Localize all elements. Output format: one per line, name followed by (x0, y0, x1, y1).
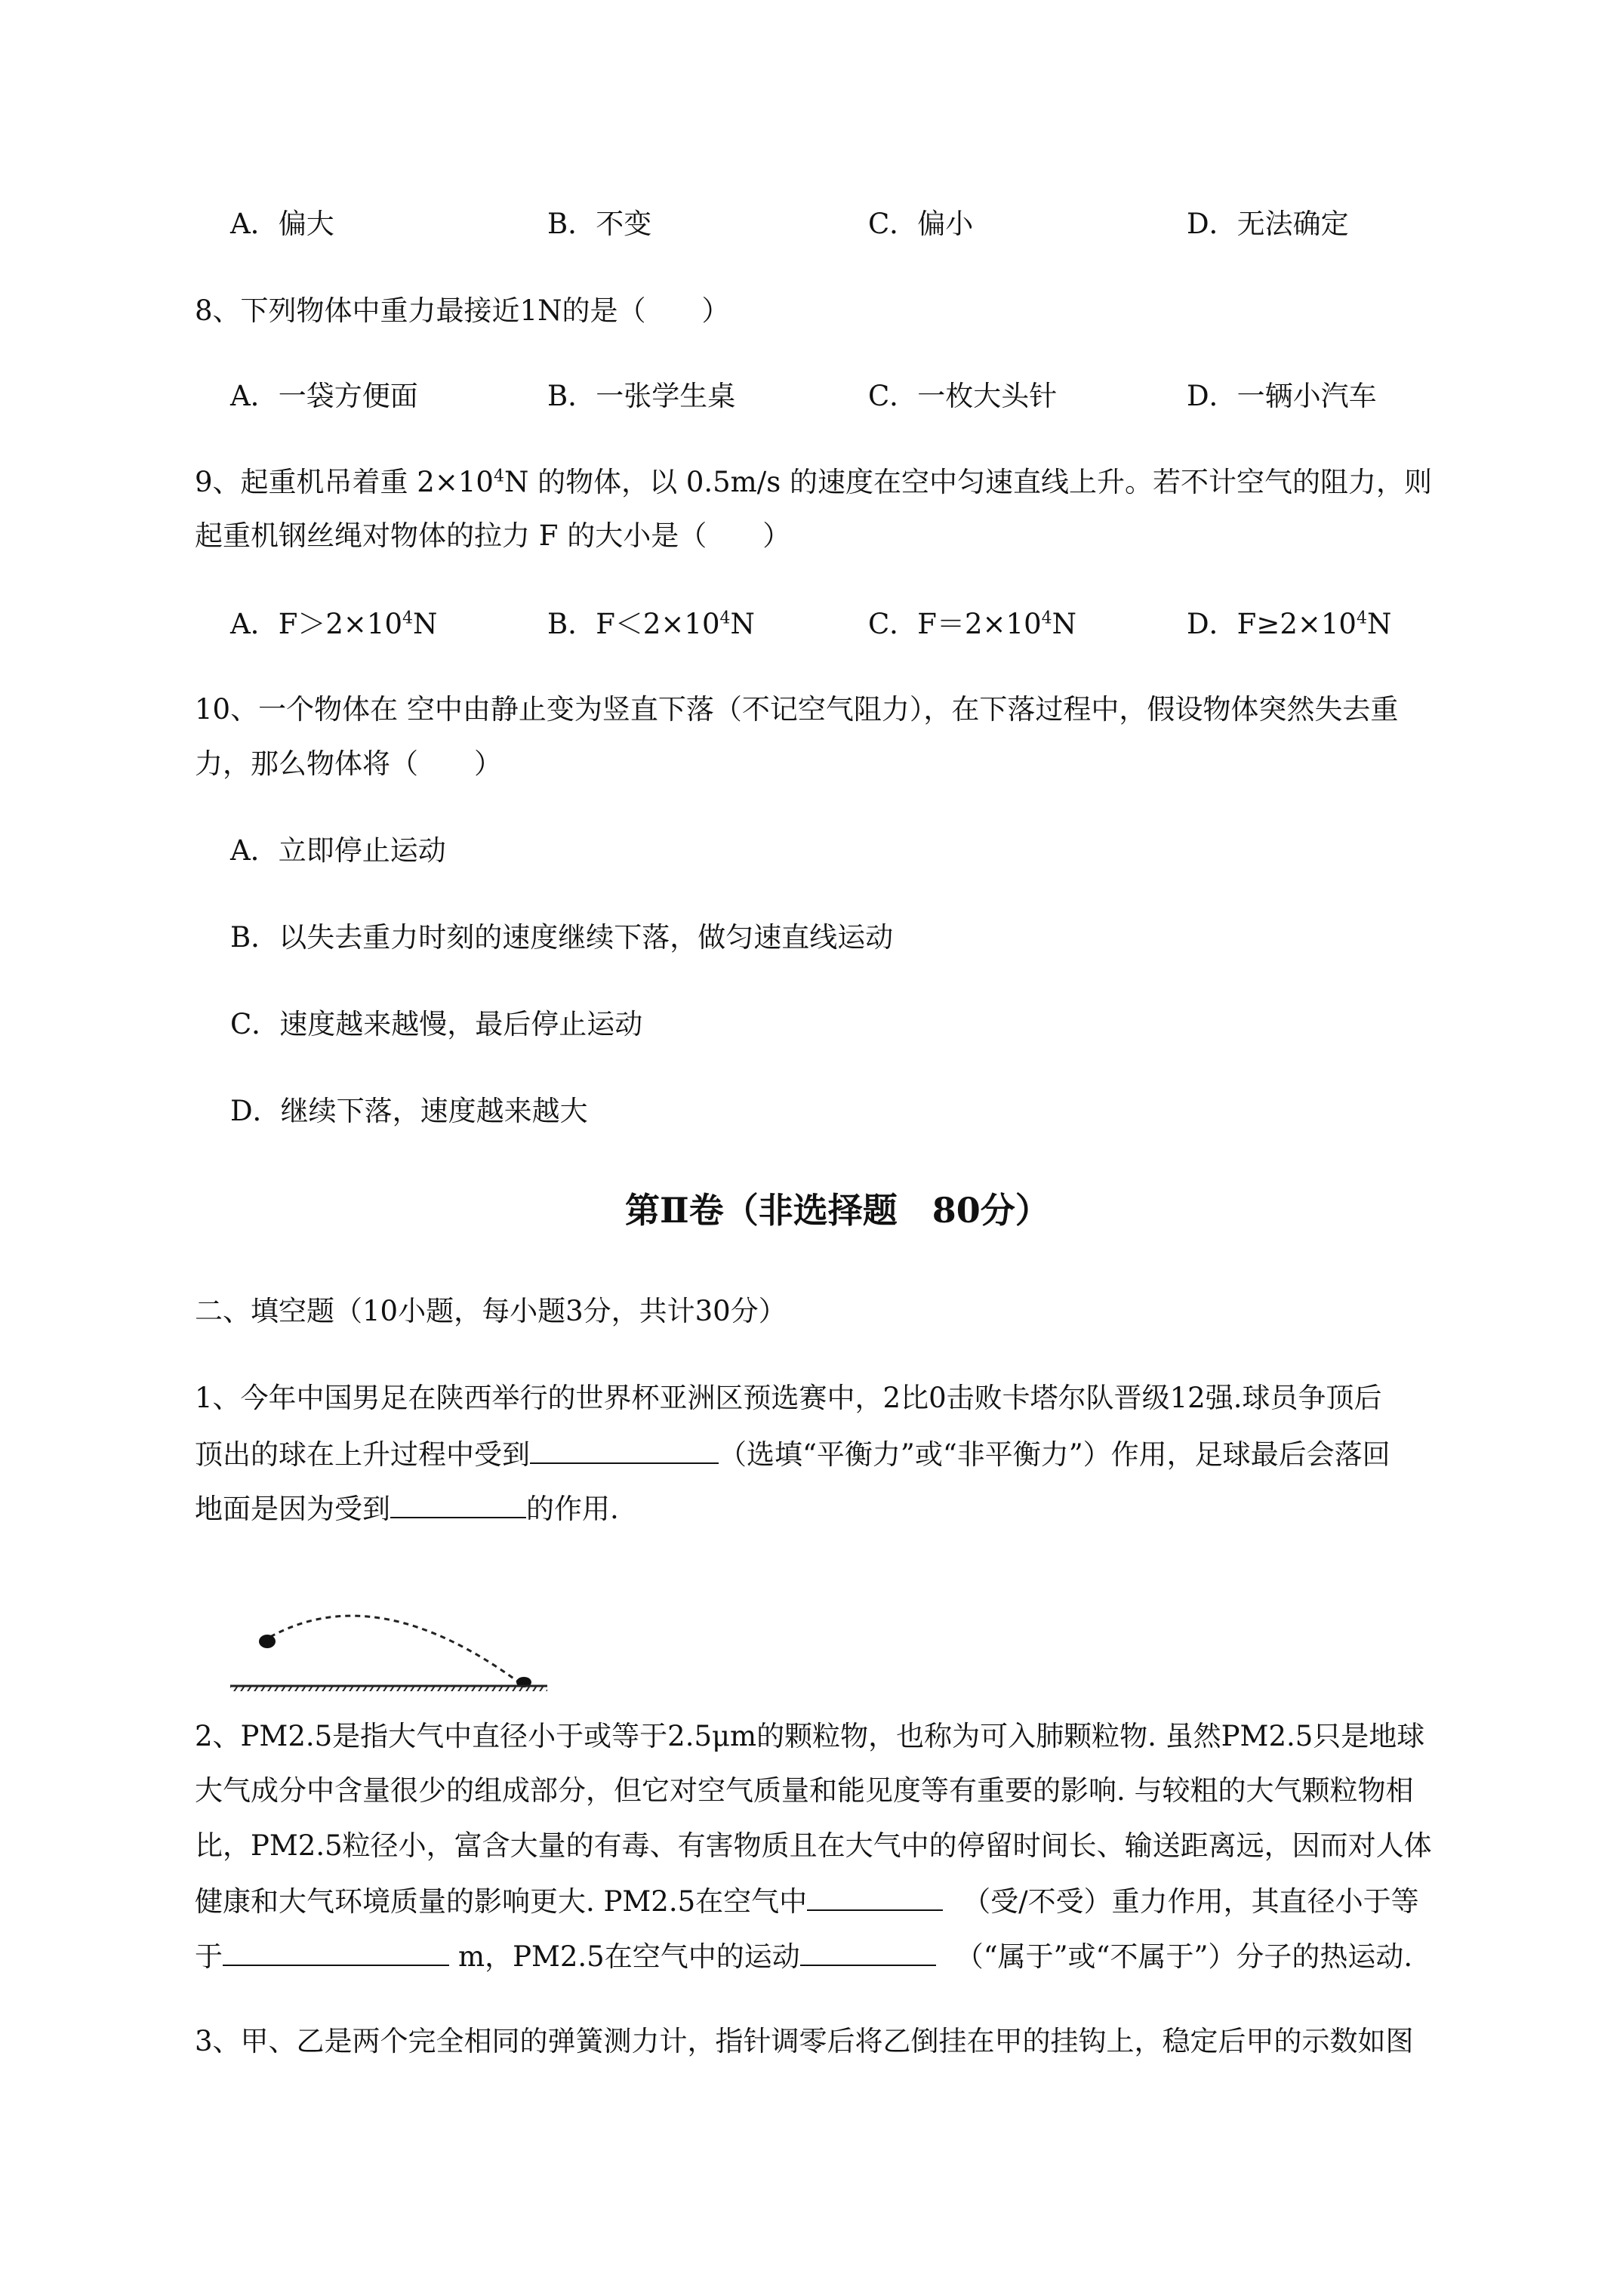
q8-option-a: A．一袋方便面 (230, 380, 418, 412)
q8-option-c: C．一枚大头针 (868, 380, 1058, 412)
ball-start (259, 1635, 276, 1648)
q10-option-d: D．继续下落，速度越来越大 (230, 1095, 588, 1127)
ground-hatch (230, 1686, 547, 1691)
fill2-line5: 于 m，PM2.5在空气中的运动 （“属于”或“不属于”）分子的热运动. (195, 1940, 1413, 1973)
fill2-line1: 2、PM2.5是指大气中直径小于或等于2.5μm的颗粒物，也称为可入肺颗粒物. 虽然PM2.5只是地球 (195, 1720, 1425, 1752)
q9-option-b: B．$F<2\times 10^4N$ (547, 608, 755, 640)
section2-title: 二、填空题（10小题，每小题3分，共计30分） (195, 1295, 787, 1327)
q8-option-d: D．一辆小汽车 (1187, 380, 1377, 412)
ball-trajectory-figure (226, 1608, 551, 1691)
fill2-line4: 健康和大气环境质量的影响更大. PM2.5在空气中 （受/不受）重力作用，其直径小于等 (195, 1885, 1419, 1918)
q8-option-b: B．一张学生桌 (547, 380, 736, 412)
fill2-line2: 大气成分中含量很少的组成部分，但它对空气质量和能见度等有重要的影响. 与较粗的大气颗粒物相 (195, 1774, 1414, 1807)
q10-option-a: A．立即停止运动 (230, 834, 446, 867)
fill2-blank-1[interactable] (807, 1884, 943, 1911)
q7-option-c: C．偏小 (868, 208, 974, 240)
q10-option-b: B．以失去重力时刻的速度继续下落，做匀速直线运动 (230, 921, 894, 954)
q9-option-a: A．$F>2\times 10^4N$ (230, 608, 438, 640)
fill2-blank-3[interactable] (800, 1939, 936, 1966)
q9-stem-line2: 起重机钢丝绳对物体的拉力 F 的大小是（ ） (195, 519, 791, 552)
part2-heading: 第Ⅱ卷（非选择题 80分） (625, 1190, 1050, 1231)
q9-option-c: C．$F=2\times 10^4N$ (868, 608, 1076, 640)
fill2-blank-2[interactable] (223, 1939, 449, 1966)
q8-stem: 8、下列物体中重力最接近1N的是（ ） (195, 294, 730, 327)
fill3-line1: 3、甲、乙是两个完全相同的弹簧测力计，指针调零后将乙倒挂在甲的挂钩上，稳定后甲的示数如图 (195, 2025, 1414, 2057)
fill1-blank-2[interactable] (390, 1491, 526, 1518)
q9-stem-line1: 9、起重机吊着重 $2\times 10^4N$ 的物体，以 0.5m/s 的速度在空中匀速直线上升。若不计空气的阻力，则 (195, 466, 1432, 498)
q7-option-a: A．偏大 (230, 208, 334, 240)
q7-option-b: B．不变 (547, 208, 652, 240)
q10-stem-line1: 10、一个物体在 空中由静止变为竖直下落（不记空气阻力），在下落过程中，假设物体突然失去重 (195, 693, 1399, 726)
fill1-line2: 顶出的球在上升过程中受到 （选填“平衡力”或“非平衡力”）作用，足球最后会落回 (195, 1438, 1390, 1471)
q7-option-d: D．无法确定 (1187, 208, 1349, 240)
fill1-blank-1[interactable] (530, 1437, 719, 1464)
trajectory-path (270, 1616, 521, 1684)
q10-stem-line2: 力，那么物体将（ ） (195, 747, 502, 780)
q10-option-c: C．速度越来越慢，最后停止运动 (230, 1008, 643, 1040)
fill1-line3: 地面是因为受到 的作用. (195, 1493, 619, 1525)
q9-option-d: D．$F\ge 2\times 10^4N$ (1187, 608, 1392, 640)
fill1-line1: 1、今年中国男足在陕西举行的世界杯亚洲区预选赛中，2比0击败卡塔尔队晋级12强.球员争顶后 (195, 1382, 1382, 1414)
fill2-line3: 比，PM2.5粒径小，富含大量的有毒、有害物质且在大气中的停留时间长、输送距离远，因而对人体 (195, 1829, 1432, 1862)
